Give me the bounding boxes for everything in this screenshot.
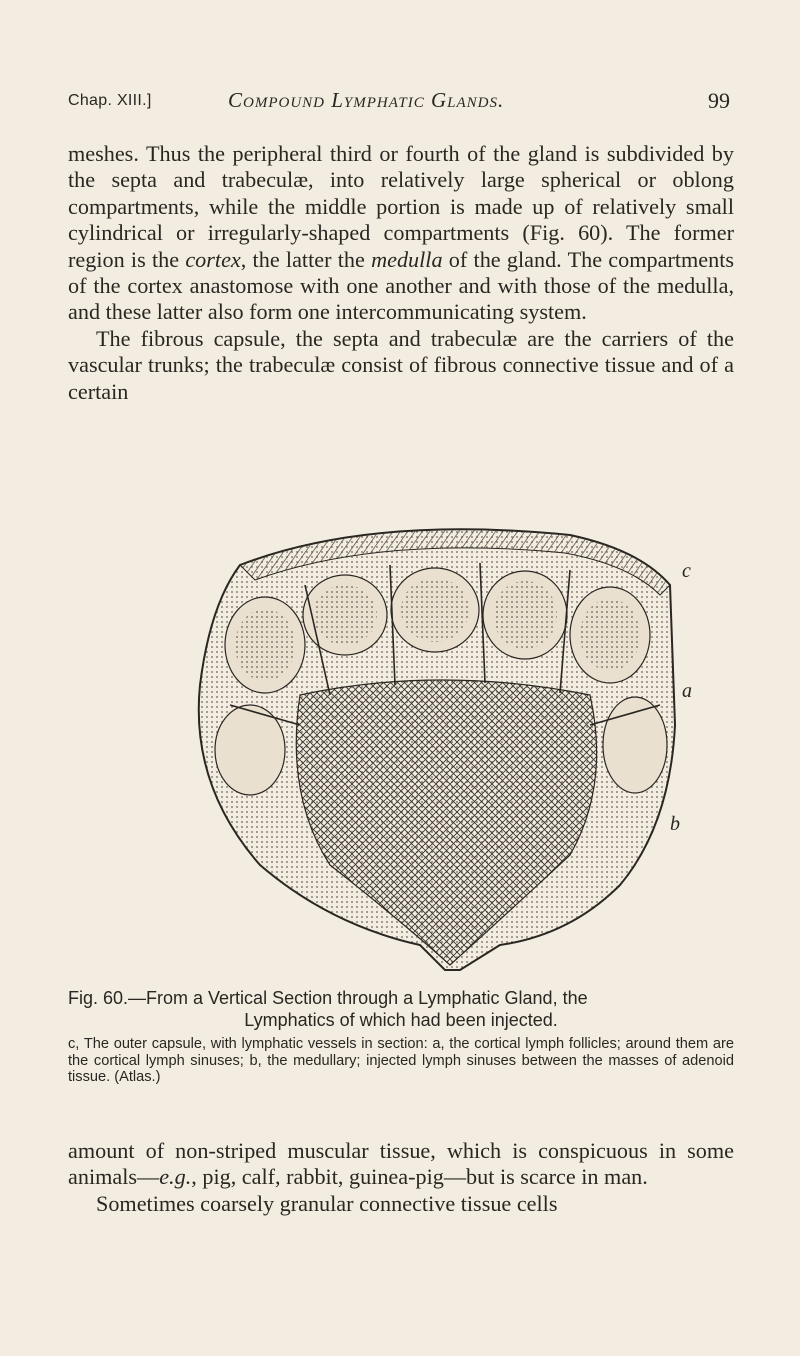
gland-section-illustration bbox=[170, 525, 710, 975]
term-medulla: medulla bbox=[371, 246, 443, 272]
page-number: 99 bbox=[708, 88, 730, 113]
caption-continuation: Lymphatics of which had been injected. bbox=[244, 1010, 558, 1030]
paragraph-meshes: meshes. Thus the peripheral third or fourth of the gland is subdivided by the septa and trabeculæ, into relatively large spherical or oblong compartments, while the middle portion is made up of relatively small cylindrical or irregularly-shaped compartments (Fig. 60). The former region is the cortex, the latter the medulla of the gland. The compartments of the cortex anastomose with one another and with those of the medulla, and these latter also form one intercommunicating system. bbox=[68, 141, 734, 325]
caption-text: From a Vertical Section through a Lymphatic Gland, the bbox=[146, 988, 588, 1008]
paragraph-muscular: amount of non-striped muscular tissue, which is conspicuous in some animals—e.g., pig, calf, rabbit, guinea-pig—but is scarce in man. bbox=[68, 1138, 734, 1190]
figure-legend: c, The outer capsule, with lymphatic vessels in section: a, the cortical lymph follicles; around them are the cortical lymph sinuses; b, the medullary; injected lymph sinuses between the masses of adenoid tissue. (Atlas.) bbox=[68, 1036, 734, 1085]
paragraph-capsule: The fibrous capsule, the septa and trabeculæ are the carriers of the vascular trunks; the trabeculæ consist of fibrous connective tissue and of a certain bbox=[68, 325, 734, 404]
lymph-gland-figure bbox=[170, 525, 710, 975]
label-b: b bbox=[670, 813, 680, 835]
term-eg: e.g. bbox=[159, 1164, 192, 1190]
running-title: Compound Lymphatic Glands. bbox=[228, 88, 505, 112]
paragraph-granular: Sometimes coarsely granular connective tissue cells bbox=[96, 1190, 558, 1216]
text-block-bottom bbox=[68, 1138, 734, 1217]
label-a: a bbox=[682, 680, 692, 702]
label-c: c bbox=[682, 560, 691, 582]
term-cortex: cortex bbox=[185, 246, 241, 272]
chapter-label: Chap. XIII.] bbox=[68, 92, 152, 109]
figure-number: Fig. 60.— bbox=[68, 988, 147, 1008]
text-block-top bbox=[68, 141, 734, 405]
figure-caption bbox=[68, 987, 734, 1031]
running-head bbox=[68, 88, 730, 118]
